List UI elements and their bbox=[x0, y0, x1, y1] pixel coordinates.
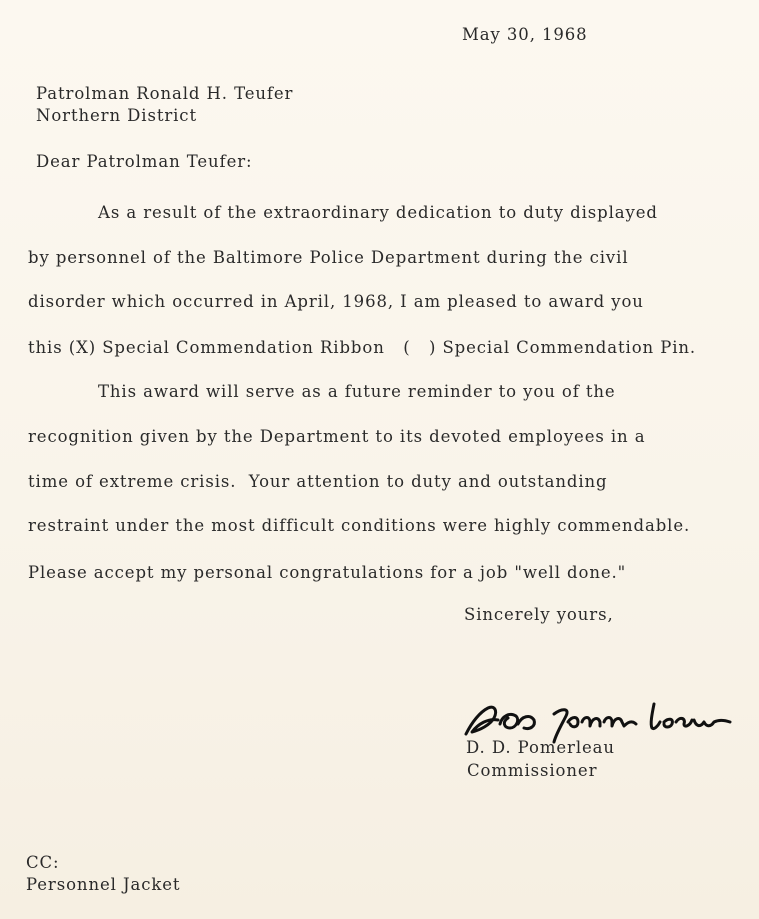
cc-label: CC: bbox=[26, 853, 60, 872]
paragraph-line: restraint under the most difficult conditions were highly commendable. bbox=[28, 516, 691, 535]
letter-date: May 30, 1968 bbox=[462, 25, 588, 44]
paragraph-line: This award will serve as a future reminder to you of the bbox=[98, 382, 616, 401]
recipient-unit: Northern District bbox=[36, 106, 197, 125]
paragraph-line: by personnel of the Baltimore Police Department during the civil bbox=[28, 248, 629, 267]
recipient-name: Patrolman Ronald H. Teufer bbox=[36, 84, 294, 103]
signatory-title: Commissioner bbox=[467, 761, 598, 780]
salutation: Dear Patrolman Teufer: bbox=[36, 152, 253, 171]
paragraph-line: As a result of the extraordinary dedication to duty displayed bbox=[98, 203, 658, 222]
signatory-name: D. D. Pomerleau bbox=[466, 738, 615, 757]
award-selection-line: this (X) Special Commendation Ribbon ( ) Special Commendation Pin. bbox=[28, 338, 697, 357]
paragraph-line: Please accept my personal congratulations for a job "well done." bbox=[28, 563, 627, 582]
cc-distribution: Personnel Jacket bbox=[26, 875, 181, 894]
paragraph-line: time of extreme crisis. Your attention to duty and outstanding bbox=[28, 472, 608, 491]
paragraph-line: disorder which occurred in April, 1968, I am pleased to award you bbox=[28, 292, 644, 311]
closing: Sincerely yours, bbox=[464, 605, 614, 624]
paragraph-line: recognition given by the Department to its devoted employees in a bbox=[28, 427, 646, 446]
